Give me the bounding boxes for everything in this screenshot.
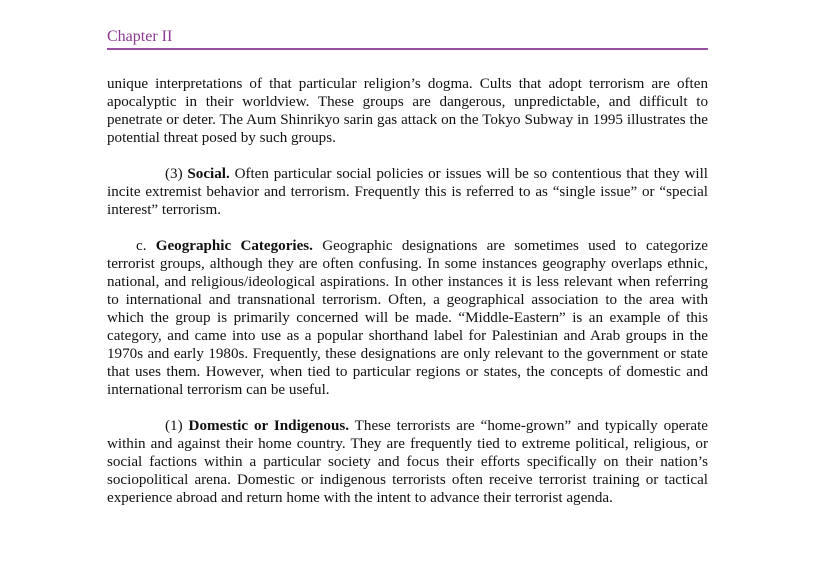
chapter-header: Chapter II	[107, 28, 173, 45]
paragraph-lead: c.	[136, 238, 156, 254]
paragraph-text: These terrorists are “home-grown” and typically operate within and against their home country. They are frequently tied to extreme political, religious, or social factions within a particular society and focus their efforts specifically on their nation’s sociopolitical arena. Domestic or indigenous terrorists often receive terrorist training or tactical experience abroad and return home with the intent to advance their terrorist agenda.	[107, 418, 708, 506]
page-body	[107, 75, 708, 525]
header-rule	[107, 48, 708, 50]
paragraph-text: Often particular social policies or issues will be so contentious that they will incite extremist behavior and terrorism. Frequently this is referred to as “single issue” or “special interest” terrorism.	[107, 166, 708, 218]
paragraph-heading: Geographic Categories.	[155, 238, 313, 254]
paragraph-cults	[107, 75, 708, 147]
paragraph-social	[107, 165, 708, 219]
paragraph-heading: Domestic or Indigenous.	[188, 418, 350, 434]
paragraph-text: Geographic designations are sometimes used to categorize terrorist groups, although they are often confusing. In some instances geography overlaps ethnic, national, and religious/ideological aspirations. In other instances it is less relevant when referring to international and transnational terrorism. Often, a geographical association to the area with which the group is primarily concerned will be made. “Middle-Eastern” is an example of this category, and came into use as a popular shorthand label for Palestinian and Arab groups in the 1970s and early 1980s. Frequently, these designations are only relevant to the government or state that uses them. However, when tied to particular regions or states, the concepts of domestic and international terrorism can be useful.	[107, 238, 709, 398]
paragraph-lead: (1)	[165, 418, 189, 434]
paragraph-geographic	[107, 237, 708, 399]
paragraph-text: unique interpretations of that particular religion’s dogma. Cults that adopt terrorism are often apocalyptic in their worldview. These groups are dangerous, unpredictable, and difficult to penetrate or deter. The Aum Shinrikyo sarin gas attack on the Tokyo Subway in 1995 illustrates the potential threat posed by such groups.	[107, 76, 708, 146]
paragraph-lead: (3)	[165, 166, 188, 182]
paragraph-heading: Social.	[187, 166, 230, 182]
paragraph-domestic	[107, 417, 708, 507]
